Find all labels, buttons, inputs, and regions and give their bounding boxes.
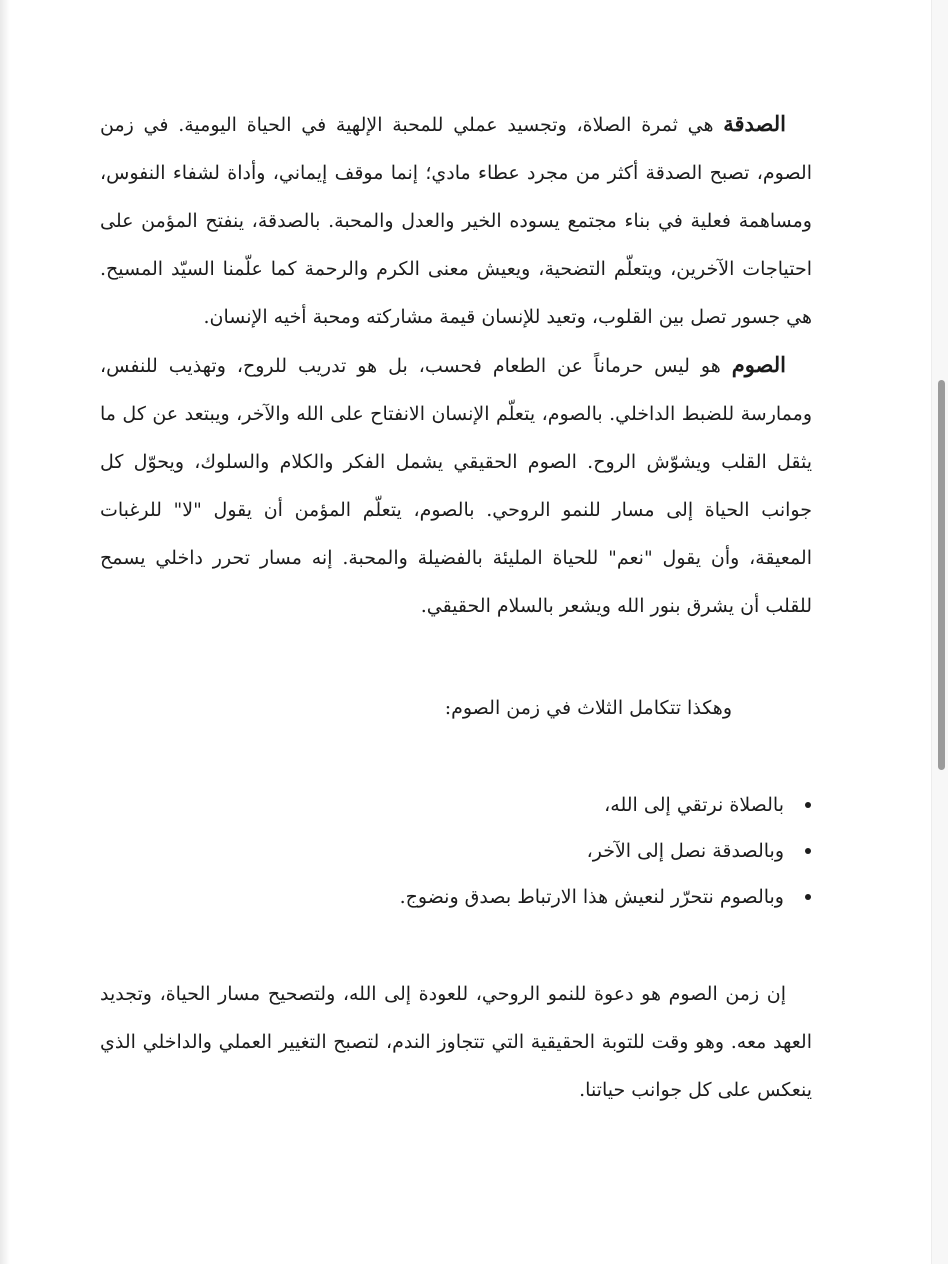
term-sadaqa: الصدقة bbox=[723, 111, 786, 136]
bullet-list bbox=[100, 782, 812, 920]
list-item-text: وبالصوم نتحرّر لنعيش هذا الارتباط بصدق ونضوج. bbox=[399, 886, 784, 908]
list-item bbox=[100, 828, 784, 874]
page-edge-shadow bbox=[0, 0, 10, 1264]
paragraph-sadaqa bbox=[100, 100, 812, 341]
bullet-icon bbox=[805, 848, 811, 854]
scrollbar-track[interactable] bbox=[931, 0, 948, 1264]
document-body bbox=[100, 100, 812, 1114]
paragraph-sadaqa-text: هي ثمرة الصلاة، وتجسيد عملي للمحبة الإلهية في الحياة اليومية. في زمن الصوم، تصبح الصدقة أكثر من مجرد عطاء مادي؛ إنما موقف إيماني، وأداة لشفاء النفوس، ومساهمة فعلية في بناء مجتمع يسوده الخير والعدل والمحبة. بالصدقة، ينفتح المؤمن على احتياجات الآخرين، ويتعلّم التضحية، ويعيش معنى الكرم والرحمة كما علّمنا السيّد المسيح. هي جسور تصل بين القلوب، وتعيد للإنسان قيمة مشاركته ومحبة أخيه الإنسان. bbox=[100, 114, 812, 328]
list-item bbox=[100, 782, 784, 828]
closing-paragraph: إن زمن الصوم هو دعوة للنمو الروحي، للعودة إلى الله، ولتصحيح مسار الحياة، وتجديد العهد معه. وهو وقت للتوبة الحقيقية التي تتجاوز الندم، لتصبح التغيير العملي والداخلي الذي ينعكس على كل جوانب حياتنا. bbox=[100, 983, 812, 1101]
list-item-text: بالصلاة نرتقي إلى الله، bbox=[604, 794, 784, 816]
scrollbar-thumb[interactable] bbox=[938, 380, 945, 770]
bullet-icon bbox=[805, 802, 811, 808]
paragraph-sawm bbox=[100, 341, 812, 630]
bullet-icon bbox=[805, 894, 811, 900]
paragraph-sawm-text: هو ليس حرماناً عن الطعام فحسب، بل هو تدريب للروح، وتهذيب للنفس، وممارسة للضبط الداخلي. بالصوم، يتعلّم الإنسان الانفتاح على الله والآخر، ويبتعد عن كل ما يثقل القلب ويشوّش الروح. الصوم الحقيقي يشمل الفكر والكلام والسلوك، ويحوّل كل جوانب الحياة إلى مسار للنمو الروحي. بالصوم، يتعلّم المؤمن أن يقول "لا" للرغبات المعيقة، وأن يقول "نعم" للحياة المليئة بالفضيلة والمحبة. إنه مسار تحرر داخلي يسمح للقلب أن يشرق بنور الله ويشعر بالسلام الحقيقي. bbox=[100, 355, 812, 617]
intro-line: وهكذا تتكامل الثلاث في زمن الصوم: bbox=[444, 697, 732, 719]
list-item-text: وبالصدقة نصل إلى الآخر، bbox=[586, 840, 784, 862]
term-sawm: الصوم bbox=[731, 352, 786, 377]
list-item bbox=[100, 874, 784, 920]
